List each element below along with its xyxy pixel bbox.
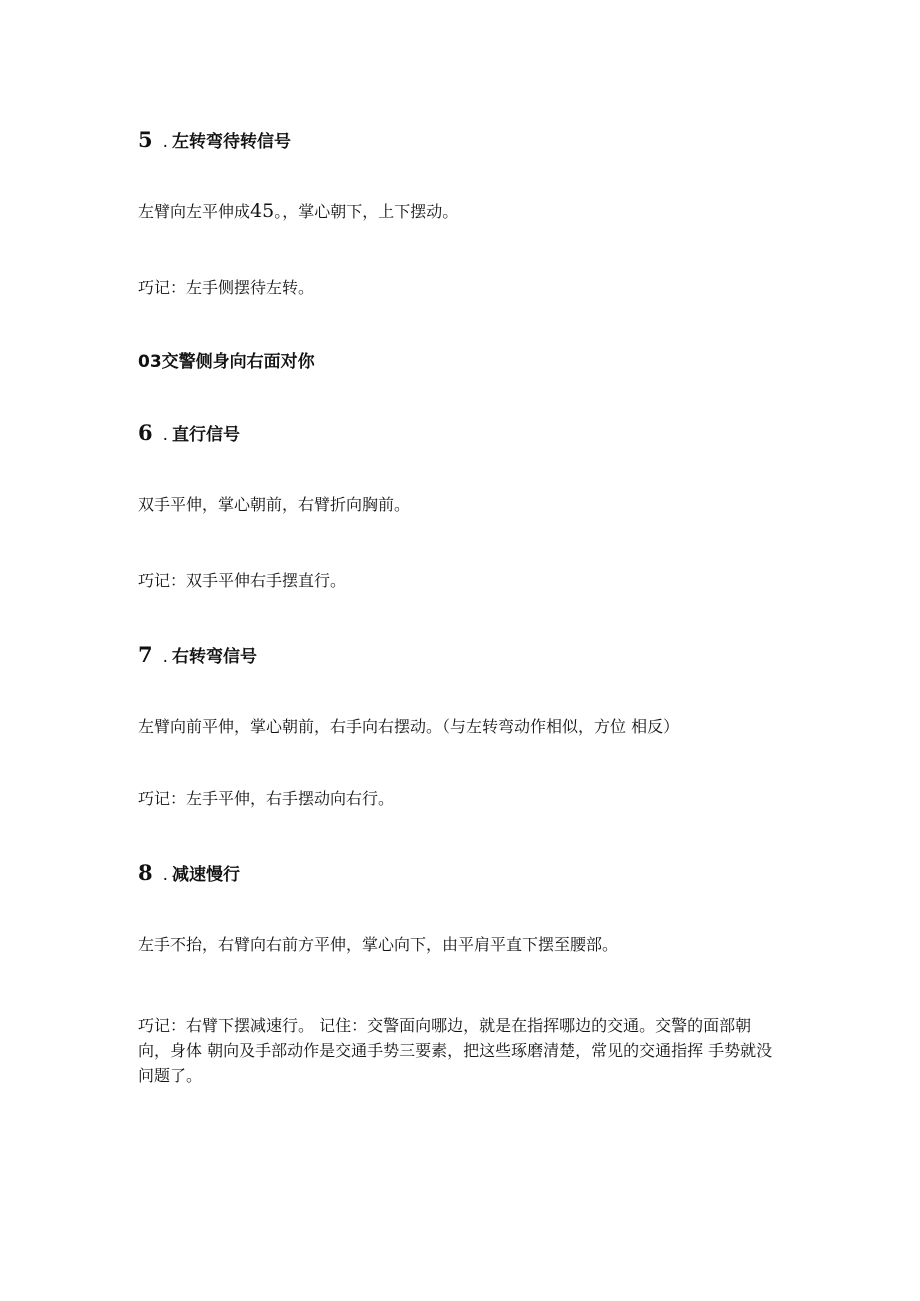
heading-separator: . [162,647,169,667]
paragraph-6-description: 双手平伸，掌心朝前，右臂折向胸前。 [138,495,411,514]
heading-title: 左转弯待转信号 [172,132,292,152]
heading-number: 6 [138,420,153,445]
paragraph-6-tip: 巧记：双手平伸右手摆直行。 [138,571,347,590]
paragraph-5-description [138,199,783,224]
heading-number: 5 [138,127,153,152]
heading-5 [138,128,783,154]
text-number: 45 [250,200,275,222]
heading-7 [138,643,783,669]
text-part: 。，掌心朝下，上下摆动。 [274,202,459,221]
paragraph-8-description: 左手不抬，右臂向右前方平伸，掌心向下，由平肩平直下摆至腰部。 [138,935,619,954]
paragraph-8-tip: 巧记：右臂下摆减速行。 记住：交警面向哪边，就是在指挥哪边的交通。交警的面部朝向，身体 朝向及手部动作是交通手势三要素，把这些琢磨清楚，常见的交通指挥 手势就没问题了。 [138,1016,773,1085]
heading-8 [138,861,783,887]
paragraph-5-tip: 巧记：左手侧摆待左转。 [138,278,315,297]
section-title-03: 03交警侧身向右面对你 [138,352,315,372]
heading-6 [138,421,783,447]
heading-title: 右转弯信号 [172,647,258,667]
text-part: 左臂向左平伸成 [138,202,251,221]
heading-title: 直行信号 [172,425,241,445]
heading-separator: . [162,132,169,152]
heading-number: 7 [138,642,153,667]
paragraph-7-description: 左臂向前平伸，掌心朝前，右手向右摆动。（与左转弯动作相似，方位 相反） [138,717,680,736]
heading-number: 8 [138,860,153,885]
heading-separator: . [162,865,169,885]
heading-title: 减速慢行 [172,865,241,885]
paragraph-7-tip: 巧记：左手平伸，右手摆动向右行。 [138,789,395,808]
heading-separator: . [162,425,169,445]
